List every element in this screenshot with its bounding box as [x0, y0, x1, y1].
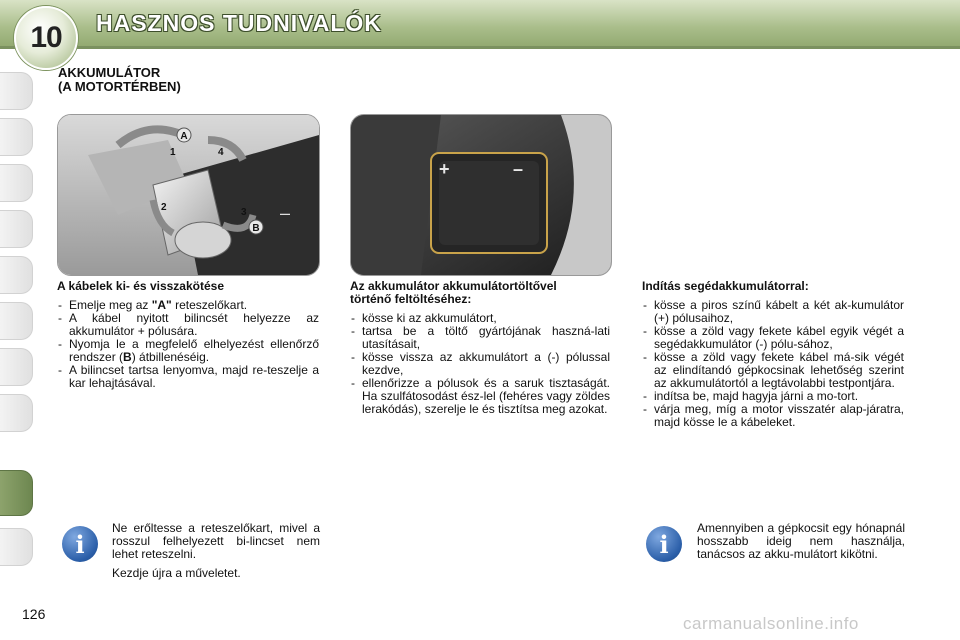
list-item: - indítsa be, majd hagyja járni a mo-tort. — [642, 390, 904, 403]
side-tab-1[interactable] — [0, 72, 33, 110]
section-title-line2: (A MOTORTÉRBEN) — [58, 79, 181, 94]
label-2: 2 — [161, 202, 167, 213]
header-divider — [0, 46, 960, 49]
column-charging — [350, 280, 610, 416]
column-cable-connection — [57, 280, 319, 390]
chapter-title: HASZNOS TUDNIVALÓK — [96, 10, 382, 36]
side-tab-9-active[interactable] — [0, 470, 33, 516]
label-4: 4 — [218, 147, 224, 158]
side-tab-3[interactable] — [0, 164, 33, 202]
list-item: - várja meg, míg a motor visszatér alap-járatra, majd kösse le a kábeleket. — [642, 403, 904, 429]
column2-list — [350, 312, 610, 416]
list-item: - kösse a zöld vagy fekete kábel má-sik végét az elindítandó gépkocsinak lehetőség szerint az akkumulátortól a legtávolabbi testpontjára. — [642, 351, 904, 390]
side-tab-7[interactable] — [0, 348, 33, 386]
info-left-paragraph-2: Kezdje újra a műveletet. — [112, 566, 241, 580]
battery-clamp-illustration — [58, 115, 319, 275]
column1-heading: A kábelek ki- és visszakötése — [57, 279, 224, 293]
terminal-minus-mark: – — [280, 203, 291, 223]
page-number: 126 — [22, 606, 46, 622]
section-title-line1: AKKUMULÁTOR — [58, 65, 161, 80]
info-left-paragraph-1: Ne erőltesse a reteszelőkart, mivel a rosszul felhelyezett bi-lincset nem lehet reteszelni. — [112, 521, 320, 561]
chapter-number-badge: 10 — [14, 6, 78, 70]
list-item: - A bilincset tartsa lenyomva, majd re-teszelje a kar lehajtásával. — [57, 364, 319, 390]
side-tab-10[interactable] — [0, 528, 33, 566]
terminal-plus-mark: + — [439, 159, 450, 179]
list-item: - Nyomja le a megfelelő elhelyezést ellenőrző rendszer (B) átbillenéséig. — [57, 338, 319, 364]
label-a-marker — [177, 128, 191, 142]
column2-heading: Az akkumulátor akkumulátortöltővel történő feltöltéséhez: — [350, 279, 557, 306]
list-item: - kösse ki az akkumulátort, — [350, 312, 610, 325]
side-tab-2[interactable] — [0, 118, 33, 156]
info-icon: i — [62, 526, 98, 562]
column3-heading: Indítás segédakkumulátorral: — [642, 279, 809, 293]
label-1: 1 — [170, 147, 176, 158]
engine-bay-photo — [350, 114, 612, 276]
side-tab-strip — [0, 58, 34, 578]
side-tab-6[interactable] — [0, 302, 33, 340]
engine-bay-illustration — [351, 115, 611, 275]
side-tab-8[interactable] — [0, 394, 33, 432]
label-b: B — [252, 223, 260, 234]
terminal-minus-mark-right: – — [513, 159, 524, 179]
label-a: A — [180, 131, 188, 142]
column-jump-start — [642, 280, 904, 429]
watermark: carmanualsonline.info — [683, 614, 859, 633]
side-tab-5[interactable] — [0, 256, 33, 294]
info-note-right — [697, 522, 905, 567]
info-note-left — [112, 522, 320, 586]
side-tab-4[interactable] — [0, 210, 33, 248]
list-item: - kösse vissza az akkumulátort a (-) pólussal kezdve, — [350, 351, 610, 377]
label-3: 3 — [241, 207, 247, 218]
battery-clamp-photo — [57, 114, 320, 276]
column3-list — [642, 299, 904, 429]
list-item: - kösse a piros színű kábelt a két ak-kumulátor (+) pólusaihoz, — [642, 299, 904, 325]
column1-list — [57, 299, 319, 390]
info-icon: i — [646, 526, 682, 562]
list-item: - A kábel nyitott bilincsét helyezze az akkumulátor + pólusára. — [57, 312, 319, 338]
list-item: - tartsa be a töltő gyártójának haszná-lati utasításait, — [350, 325, 610, 351]
info-right-paragraph-1: Amennyiben a gépkocsit egy hónapnál hosszabb ideig nem használja, tanácsos az akku-mulátort kikötni. — [697, 521, 905, 561]
list-item: - Emelje meg az "A" reteszelőkart. — [57, 299, 319, 312]
list-item: - kösse a zöld vagy fekete kábel egyik végét a segédakkumulátor (-) pólu-sához, — [642, 325, 904, 351]
label-b-marker — [249, 220, 263, 234]
section-title — [58, 66, 181, 94]
list-item: - ellenőrizze a pólusok és a saruk tisztaságát. Ha szulfátosodást ész-lel (fehéres vagy zöldes lerakódás), szerelje le és tisztítsa meg azokat. — [350, 377, 610, 416]
